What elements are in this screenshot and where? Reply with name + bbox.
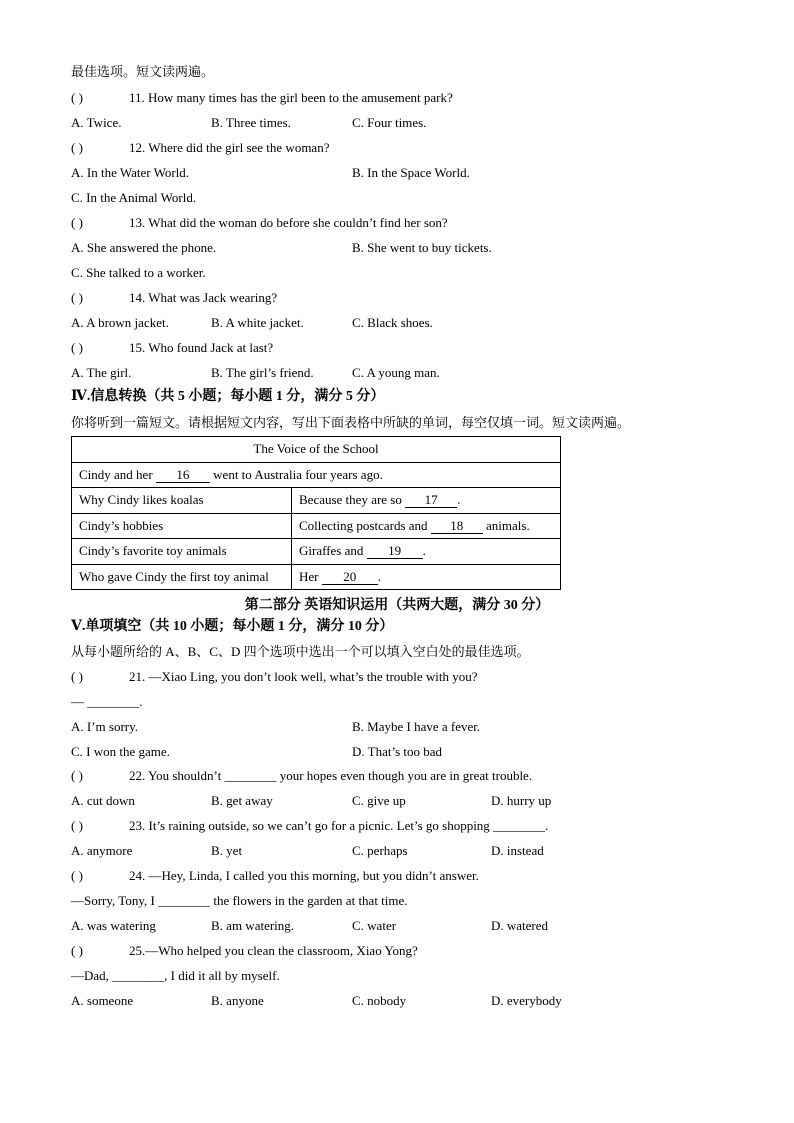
question-12 (71, 139, 329, 157)
question-25 (71, 942, 418, 960)
question-line-2: — ________. (71, 694, 143, 709)
option-d[interactable]: D. instead (491, 843, 544, 858)
option-a[interactable]: A. She answered the phone. (71, 240, 217, 255)
option-a[interactable]: A. was watering (71, 918, 156, 933)
question-stem: 13. What did the woman do before she couldn’t find her son? (129, 215, 448, 230)
option-d[interactable]: D. hurry up (491, 793, 552, 808)
row-label: Cindy’s hobbies (72, 513, 292, 539)
row-label: Why Cindy likes koalas (72, 488, 292, 514)
option-a[interactable]: A. I’m sorry. (71, 719, 139, 734)
option-c[interactable]: C. In the Animal World. (71, 190, 197, 205)
blank-16[interactable]: 16 (156, 468, 210, 483)
row-value (292, 564, 561, 590)
option-b[interactable]: B. Maybe I have a fever. (352, 719, 481, 734)
question-23 (71, 817, 548, 835)
option-c[interactable]: C. perhaps (352, 843, 408, 858)
answer-bracket[interactable]: ( ) (71, 818, 83, 833)
table-row (72, 462, 561, 488)
row-value (292, 539, 561, 565)
option-b[interactable]: B. am watering. (211, 918, 295, 933)
question-stem: 24. —Hey, Linda, I called you this morning, but you didn’t answer. (129, 868, 479, 883)
option-c[interactable]: C. Black shoes. (352, 315, 433, 330)
question-14 (71, 289, 277, 307)
question-11 (71, 89, 453, 107)
section-4-heading: Ⅳ.信息转换（共 5 小题；每小题 1 分，满分 5 分） (71, 389, 385, 404)
question-22 (71, 767, 532, 785)
option-a[interactable]: A. anymore (71, 843, 133, 858)
option-b[interactable]: B. Three times. (211, 115, 291, 130)
blank-20[interactable]: 20 (322, 570, 378, 585)
cell-text: Because they are so (299, 492, 402, 508)
table-title: The Voice of the School (72, 437, 561, 463)
cell-text: . (377, 568, 381, 584)
option-b[interactable]: B. A white jacket. (211, 315, 304, 330)
cell-text: went to Australia four years ago. (213, 466, 383, 482)
cell-text: Her (299, 568, 319, 584)
question-stem: 15. Who found Jack at last? (129, 340, 274, 355)
section-5-heading: Ⅴ.单项填空（共 10 小题；每小题 1 分，满分 10 分） (71, 619, 394, 634)
option-a[interactable]: A. someone (71, 993, 134, 1008)
intro-line: 最佳选项。短文读两遍。 (71, 64, 215, 79)
answer-bracket[interactable]: ( ) (71, 90, 83, 105)
option-c[interactable]: C. water (352, 918, 397, 933)
option-c[interactable]: C. Four times. (352, 115, 427, 130)
option-a[interactable]: A. A brown jacket. (71, 315, 169, 330)
question-stem: 11. How many times has the girl been to the amusement park? (129, 90, 453, 105)
answer-bracket[interactable]: ( ) (71, 943, 83, 958)
question-13 (71, 214, 448, 232)
cell-text: . (457, 492, 461, 508)
section-4-instruction: 你将听到一篇短文。请根据短文内容，写出下面表格中所缺的单词，每空仅填一词。短文读两遍。 (71, 415, 631, 430)
cell-text: Cindy and her (79, 466, 153, 482)
answer-bracket[interactable]: ( ) (71, 669, 83, 684)
option-b[interactable]: B. anyone (211, 993, 264, 1008)
option-b[interactable]: B. In the Space World. (352, 165, 470, 180)
cell-text: animals. (486, 517, 530, 533)
cell-text: . (422, 543, 426, 559)
option-c[interactable]: C. I won the game. (71, 744, 170, 759)
cell-text: Giraffes and (299, 543, 364, 559)
section-5-instruction: 从每小题所给的 A、B、C、D 四个选项中选出一个可以填入空白处的最佳选项。 (71, 644, 530, 659)
option-a[interactable]: A. Twice. (71, 115, 122, 130)
option-d[interactable]: D. That’s too bad (352, 744, 443, 759)
question-24 (71, 867, 479, 885)
question-stem: 12. Where did the girl see the woman? (129, 140, 330, 155)
answer-bracket[interactable]: ( ) (71, 768, 83, 783)
answer-bracket[interactable]: ( ) (71, 290, 83, 305)
question-stem: 14. What was Jack wearing? (129, 290, 278, 305)
option-c[interactable]: C. nobody (352, 993, 407, 1008)
option-c[interactable]: C. A young man. (352, 365, 440, 380)
row-label: Who gave Cindy the first toy animal (72, 564, 292, 590)
blank-17[interactable]: 17 (405, 493, 457, 508)
option-b[interactable]: B. yet (211, 843, 243, 858)
option-d[interactable]: D. watered (491, 918, 549, 933)
option-c[interactable]: C. She talked to a worker. (71, 265, 206, 280)
answer-bracket[interactable]: ( ) (71, 215, 83, 230)
row-label: Cindy’s favorite toy animals (72, 539, 292, 565)
option-a[interactable]: A. cut down (71, 793, 135, 808)
option-b[interactable]: B. get away (211, 793, 273, 808)
question-15 (71, 339, 273, 357)
answer-bracket[interactable]: ( ) (71, 140, 83, 155)
question-stem: 23. It’s raining outside, so we can’t go for a picnic. Let’s go shopping ________. (129, 818, 549, 833)
part-2-heading: 第二部分 英语知识运用（共两大题，满分 30 分） (244, 598, 550, 613)
row-value (292, 488, 561, 514)
question-line-2: —Sorry, Tony, I ________ the flowers in the garden at that time. (71, 893, 408, 908)
question-stem: 21. —Xiao Ling, you don’t look well, what’s the trouble with you? (129, 669, 478, 684)
option-a[interactable]: A. In the Water World. (71, 165, 190, 180)
row-value (292, 513, 561, 539)
info-table (71, 436, 561, 590)
cell-text: Collecting postcards and (299, 517, 428, 533)
option-b[interactable]: B. She went to buy tickets. (352, 240, 492, 255)
answer-bracket[interactable]: ( ) (71, 340, 83, 355)
question-21 (71, 668, 478, 686)
option-d[interactable]: D. everybody (491, 993, 562, 1008)
blank-19[interactable]: 19 (367, 544, 423, 559)
question-stem: 22. You shouldn’t ________ your hopes even though you are in great trouble. (129, 768, 533, 783)
option-b[interactable]: B. The girl’s friend. (211, 365, 314, 380)
question-stem: 25.—Who helped you clean the classroom, Xiao Yong? (129, 943, 418, 958)
option-a[interactable]: A. The girl. (71, 365, 132, 380)
option-c[interactable]: C. give up (352, 793, 406, 808)
answer-bracket[interactable]: ( ) (71, 868, 83, 883)
blank-18[interactable]: 18 (431, 519, 483, 534)
question-line-2: —Dad, ________, I did it all by myself. (71, 968, 280, 983)
